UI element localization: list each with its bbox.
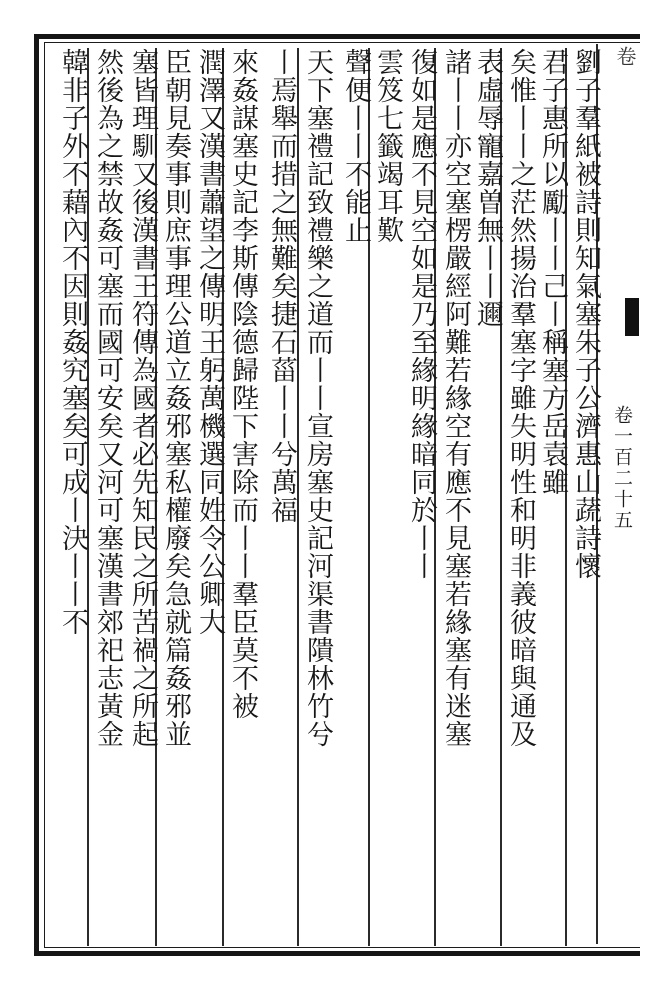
text-column-11: 來姦謀塞史記李斯傳陰德歸陛下害除而丨丨羣臣莫不被	[227, 48, 258, 720]
text-column-16: 韓非子外不藉內不因則姦究塞矣可成丨決丨丨不	[57, 48, 88, 636]
text-column-10: 丨焉舉而措之無難矣捷石菑丨丨兮萬福	[266, 48, 297, 524]
margin-volume-label: 卷一百二十五	[611, 405, 633, 531]
text-column-14: 塞皆理馴又後漢書王符傳為國者必先知民之所苦禍之所起	[127, 48, 158, 748]
text-column-8: 聲便丨丨不能止	[340, 48, 371, 244]
text-column-9: 天下塞禮記致禮樂之道而丨丨宣房塞史記河渠書隤林竹兮	[302, 48, 333, 748]
text-column-4: 表虛辱寵嘉曽無丨丨邇	[472, 48, 503, 328]
column-rule	[297, 48, 299, 946]
text-column-5: 諸丨丨亦空塞楞嚴經阿難若緣空有應不見塞若緣塞有迷塞	[440, 48, 471, 748]
fishtail-mark	[625, 298, 639, 336]
text-column-3: 矣惟丨丨之茫然揚治羣塞字雖失明性和明非義彼暗與通及	[505, 48, 536, 748]
margin-top-mark: 卷	[613, 46, 637, 66]
text-column-1: 劉子羣紙被詩則知氣塞朱子公濟惠山蔬詩懷	[570, 48, 601, 580]
text-column-2: 君子惠所以勵丨丨己丨稱塞方岳袁雖	[537, 48, 568, 496]
text-column-15: 然後為之禁故姦可塞而國可安矣又河可塞漢書郊祀志黃金	[92, 48, 123, 748]
text-column-12: 潤澤又漢書蕭望之傳明王躬萬機選同姓令公卿大	[194, 48, 225, 636]
text-column-6: 復如是應不見空如是乃至緣明緣暗同於丨丨	[406, 48, 437, 580]
text-column-13: 臣朝見奏事則庶事理公道立姦邪塞私權廢矣急就篇姦邪並	[160, 48, 191, 748]
text-column-7: 雲笈七籤竭耳歎	[372, 48, 403, 244]
